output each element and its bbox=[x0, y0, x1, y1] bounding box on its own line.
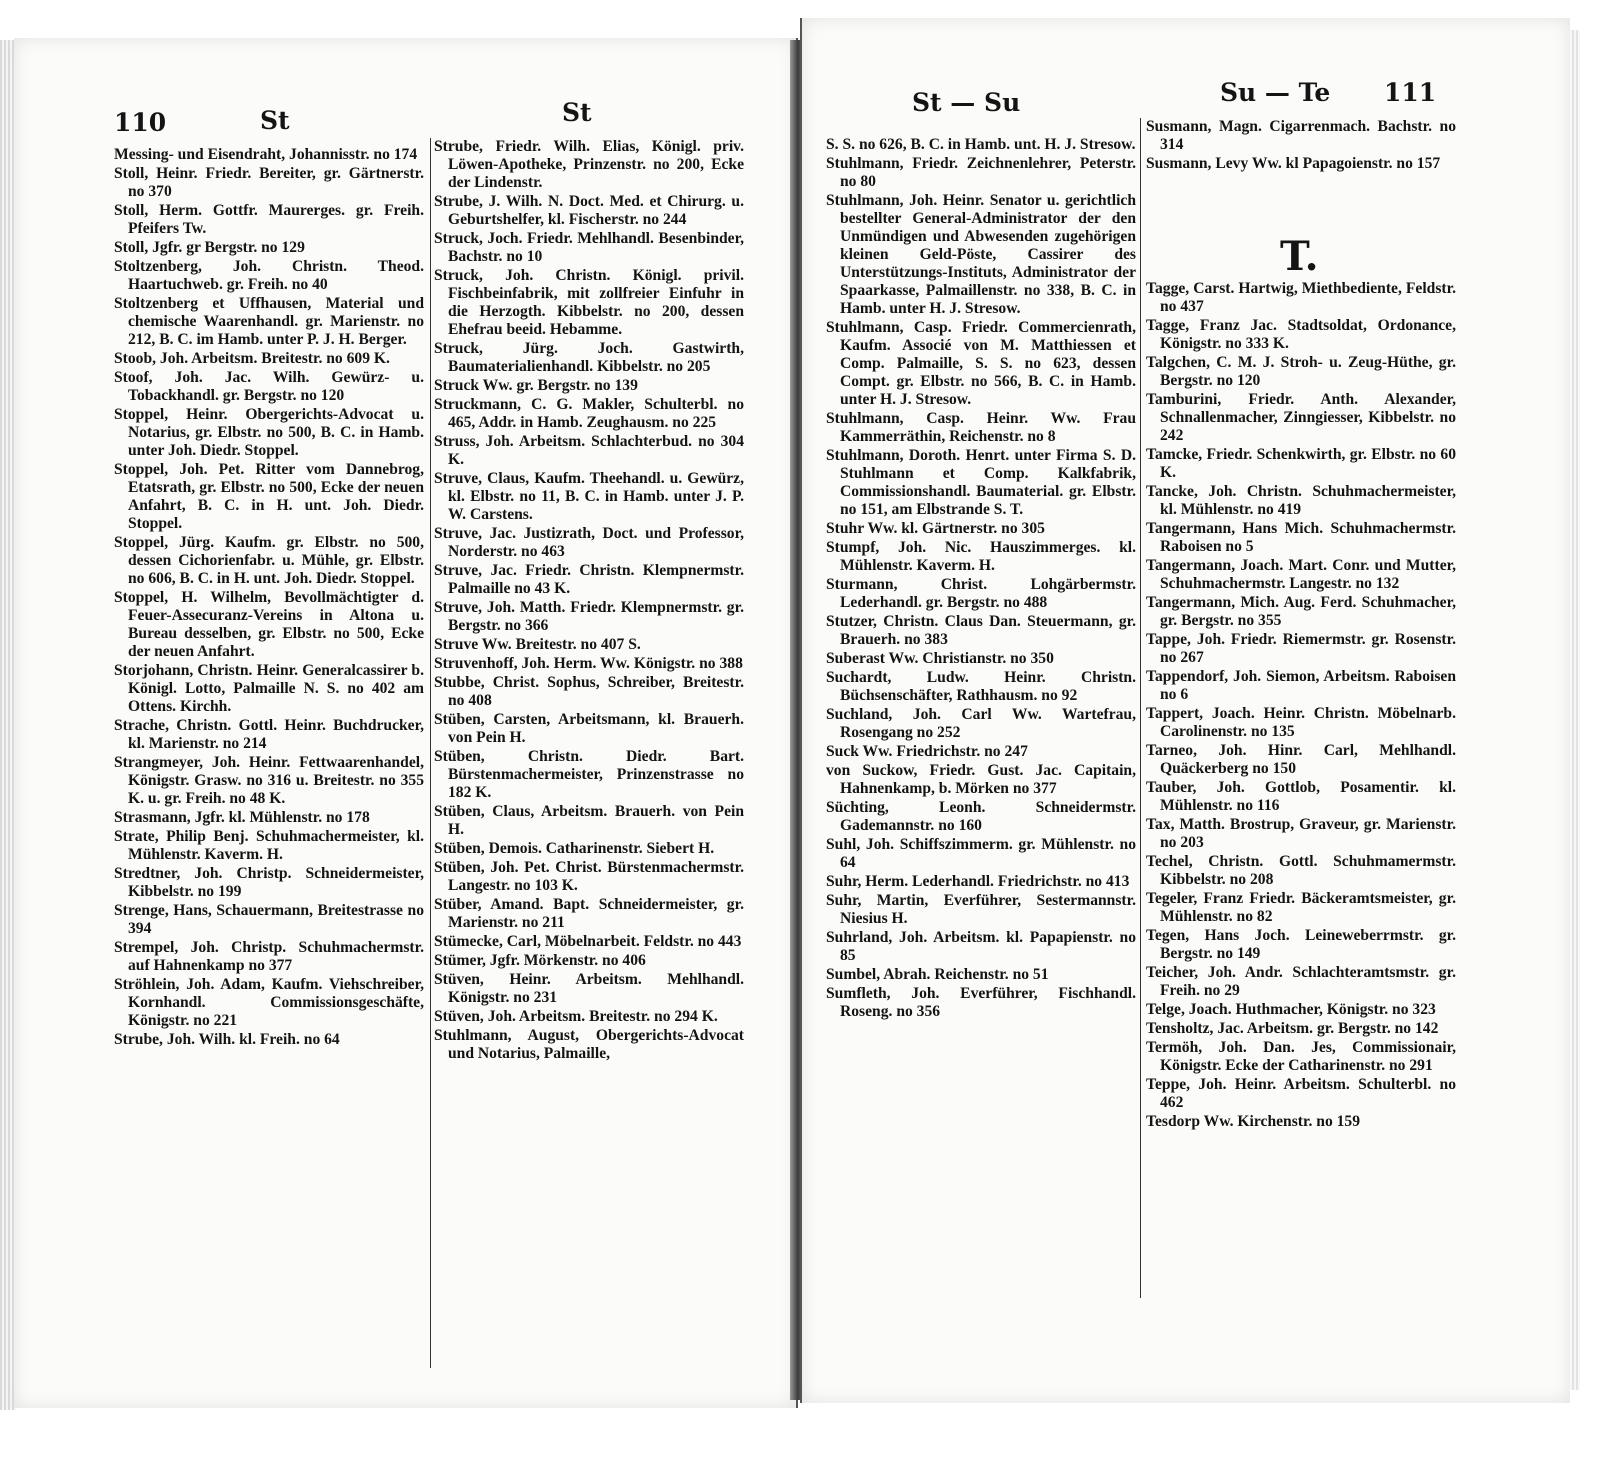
directory-entry: Stüben, Carsten, Arbeitsmann, kl. Brauerh. von Pein H. bbox=[434, 711, 744, 746]
directory-entry: Struckmann, C. G. Makler, Schulterbl. no 465, Addr. in Hamb. Zeughausm. no 225 bbox=[434, 396, 744, 431]
directory-entry: Stuhlmann, Friedr. Zeichnenlehrer, Peterstr. no 80 bbox=[826, 155, 1136, 190]
directory-entry: Storjohann, Christn. Heinr. Generalcassirer b. Königl. Lotto, Palmaille N. S. no 402 am Ottens. Kirchh. bbox=[114, 662, 424, 715]
directory-entry: Stoppel, Heinr. Obergerichts-Advocat u. Notarius, gr. Elbstr. no 500, B. C. in Hamb. unter Joh. Diedr. Stoppel. bbox=[114, 406, 424, 459]
directory-entry: Tegeler, Franz Friedr. Bäckeramtsmeister, gr. Mühlenstr. no 82 bbox=[1146, 890, 1456, 925]
directory-entry: Stoppel, H. Wilhelm, Bevollmächtigter d. Feuer-Assecuranz-Vereins in Altona u. Bureau desselben, gr. Elbstr. no 500, Ecke der neuen Anfahrt. bbox=[114, 589, 424, 660]
directory-entry: Stoll, Herm. Gottfr. Maurerges. gr. Freih. Pfeifers Tw. bbox=[114, 202, 424, 237]
directory-entry: Suhrland, Joh. Arbeitsm. kl. Papapienstr. no 85 bbox=[826, 929, 1136, 964]
directory-entry: Stubbe, Christ. Sophus, Schreiber, Breitestr. no 408 bbox=[434, 674, 744, 709]
directory-entry: Struve, Jac. Friedr. Christn. Klempnermstr. Palmaille no 43 K. bbox=[434, 562, 744, 597]
directory-entry: Stüber, Amand. Bapt. Schneidermeister, gr. Marienstr. no 211 bbox=[434, 896, 744, 931]
directory-entry: Stoppel, Jürg. Kaufm. gr. Elbstr. no 500, dessen Cichorienfabr. u. Mühle, gr. Elbstr. no 606, B. C. in H. unt. Joh. Diedr. Stoppel. bbox=[114, 534, 424, 587]
left-page bbox=[14, 38, 798, 1408]
page-number-left: 110 bbox=[114, 108, 167, 137]
directory-entry: Stoltzenberg et Uffhausen, Material und chemische Waarenhandl. gr. Marienstr. no 212, B. C. im Hamb. unter P. J. H. Berger. bbox=[114, 295, 424, 348]
directory-entry: Suck Ww. Friedrichstr. no 247 bbox=[826, 743, 1028, 760]
column-divider-right bbox=[1140, 118, 1141, 1298]
directory-entry: Tancke, Joh. Christn. Schuhmachermeister, kl. Mühlenstr. no 419 bbox=[1146, 483, 1456, 518]
directory-entry: Susmann, Levy Ww. kl Papagoienstr. no 157 bbox=[1146, 155, 1441, 172]
directory-entry: Stüven, Heinr. Arbeitsm. Mehlhandl. Königstr. no 231 bbox=[434, 971, 744, 1006]
directory-entry: Stoltzenberg, Joh. Christn. Theod. Haartuchweb. gr. Freih. no 40 bbox=[114, 258, 424, 293]
directory-entry: Tesdorp Ww. Kirchenstr. no 159 bbox=[1146, 1113, 1361, 1130]
right-column-2 bbox=[1146, 280, 1458, 1340]
directory-entry: Tauber, Joh. Gottlob, Posamentir. kl. Mühlenstr. no 116 bbox=[1146, 779, 1456, 814]
directory-entry: Stoll, Heinr. Friedr. Bereiter, gr. Gärtnerstr. no 370 bbox=[114, 165, 424, 200]
directory-entry: Tax, Matth. Brostrup, Graveur, gr. Marienstr. no 203 bbox=[1146, 816, 1456, 851]
directory-entry: Stoll, Jgfr. gr Bergstr. no 129 bbox=[114, 239, 305, 256]
directory-entry: Suchland, Joh. Carl Ww. Wartefrau, Rosengang no 252 bbox=[826, 706, 1136, 741]
directory-entry: Struvenhoff, Joh. Herm. Ww. Königstr. no 388 bbox=[434, 655, 743, 672]
directory-entry: Sumfleth, Joh. Everführer, Fischhandl. Roseng. no 356 bbox=[826, 985, 1136, 1020]
directory-entry: Telge, Joach. Huthmacher, Königstr. no 323 bbox=[1146, 1001, 1436, 1018]
directory-entry: Strempel, Joh. Christp. Schuhmachermstr. auf Hahnenkamp no 377 bbox=[114, 939, 424, 974]
directory-entry: Stümer, Jgfr. Mörkenstr. no 406 bbox=[434, 952, 646, 969]
section-letter-T: T. bbox=[1280, 233, 1319, 280]
directory-entry: Stumpf, Joh. Nic. Hauszimmerges. kl. Mühlenstr. Kaverm. H. bbox=[826, 539, 1136, 574]
directory-entry: Tagge, Franz Jac. Stadtsoldat, Ordonance, Königstr. no 333 K. bbox=[1146, 317, 1456, 352]
directory-entry: Stuhlmann, Doroth. Henrt. unter Firma S. D. Stuhlmann et Comp. Kalkfabrik, Commissionshandl. Baumaterial. gr. Elbstr. no 151, am Elbstrande S. T. bbox=[826, 447, 1136, 518]
directory-entry: Stoof, Joh. Jac. Wilh. Gewürz- u. Tobackhandl. gr. Bergstr. no 120 bbox=[114, 369, 424, 404]
right-page bbox=[800, 18, 1570, 1403]
directory-entry: Suhr, Martin, Everführer, Sestermannstr. Niesius H. bbox=[826, 892, 1136, 927]
directory-entry: Stuhlmann, August, Obergerichts-Advocat und Notarius, Palmaille, bbox=[434, 1027, 744, 1062]
left-column-2 bbox=[434, 138, 758, 1378]
directory-entry: Suchardt, Ludw. Heinr. Christn. Büchsenschäfter, Rathhausm. no 92 bbox=[826, 669, 1136, 704]
directory-entry: Suhl, Joh. Schiffszimmerm. gr. Mühlenstr. no 64 bbox=[826, 836, 1136, 871]
directory-entry: Stredtner, Joh. Christp. Schneidermeister, Kibbelstr. no 199 bbox=[114, 865, 424, 900]
directory-entry: Struck, Jürg. Joch. Gastwirth, Baumaterialienhandl. Kibbelstr. no 205 bbox=[434, 340, 744, 375]
directory-entry: Tagge, Carst. Hartwig, Miethbediente, Feldstr. no 437 bbox=[1146, 280, 1456, 315]
directory-entry: Stüben, Joh. Pet. Christ. Bürstenmachermstr. Langestr. no 103 K. bbox=[434, 859, 744, 894]
right-column-1 bbox=[826, 136, 1138, 1376]
directory-entry: Süchting, Leonh. Schneidermstr. Gademannstr. no 160 bbox=[826, 799, 1136, 834]
right-column-2-top bbox=[1146, 118, 1458, 198]
directory-entry: Struck, Joch. Friedr. Mehlhandl. Besenbinder, Bachstr. no 10 bbox=[434, 230, 744, 265]
directory-entry: Tangermann, Mich. Aug. Ferd. Schuhmacher, gr. Bergstr. no 355 bbox=[1146, 594, 1456, 629]
directory-entry: Stüben, Christn. Diedr. Bart. Bürstenmachermeister, Prinzenstrasse no 182 K. bbox=[434, 748, 744, 801]
directory-entry: Tangermann, Joach. Mart. Conr. und Mutter, Schuhmachermstr. Langestr. no 132 bbox=[1146, 557, 1456, 592]
directory-entry: Stuhlmann, Joh. Heinr. Senator u. gerichtlich bestellter General-Administrator der den Unmündigen und Abwesenden zugehörigen kleinen Geld-Pöste, Cassirer des Unterstützungs-Instituts, Administrator der Spaarkasse, Palmaillenstr. no 338, B. C. in Hamb. unter H. J. Stresow. bbox=[826, 192, 1136, 317]
directory-entry: Stüven, Joh. Arbeitsm. Breitestr. no 294 K. bbox=[434, 1008, 718, 1025]
directory-entry: Suhr, Herm. Lederhandl. Friedrichstr. no 413 bbox=[826, 873, 1130, 890]
directory-entry: Tappe, Joh. Friedr. Riemermstr. gr. Rosenstr. no 267 bbox=[1146, 631, 1456, 666]
directory-entry: Messing- und Eisendraht, Johannisstr. no 174 bbox=[114, 146, 418, 163]
directory-entry: Tappert, Joach. Heinr. Christn. Möbelnarb. Carolinenstr. no 135 bbox=[1146, 705, 1456, 740]
directory-entry: Tangermann, Hans Mich. Schuhmachermstr. Raboisen no 5 bbox=[1146, 520, 1456, 555]
directory-entry: Tamburini, Friedr. Anth. Alexander, Schnallenmacher, Zinngiesser, Kibbelstr. no 242 bbox=[1146, 391, 1456, 444]
directory-entry: Stuhlmann, Casp. Heinr. Ww. Frau Kammerräthin, Reichenstr. no 8 bbox=[826, 410, 1136, 445]
directory-entry: Struck, Joh. Christn. Königl. privil. Fischbeinfabrik, mit zollfreier Einfuhr in die Herzogth. Kibbelstr. no 200, dessen Ehefrau beeid. Hebamme. bbox=[434, 267, 744, 338]
directory-entry: Stutzer, Christn. Claus Dan. Steuermann, gr. Brauerh. no 383 bbox=[826, 613, 1136, 648]
directory-entry: Teppe, Joh. Heinr. Arbeitsm. Schulterbl. no 462 bbox=[1146, 1076, 1456, 1111]
directory-entry: Techel, Christn. Gottl. Schuhmamermstr. Kibbelstr. no 208 bbox=[1146, 853, 1456, 888]
directory-entry: Susmann, Magn. Cigarrenmach. Bachstr. no 314 bbox=[1146, 118, 1456, 153]
directory-entry: von Suckow, Friedr. Gust. Jac. Capitain, Hahnenkamp, b. Mörken no 377 bbox=[826, 762, 1136, 797]
directory-entry: Strache, Christn. Gottl. Heinr. Buchdrucker, kl. Marienstr. no 214 bbox=[114, 717, 424, 752]
directory-entry: Tensholtz, Jac. Arbeitsm. gr. Bergstr. no 142 bbox=[1146, 1020, 1439, 1037]
directory-entry: Struve, Claus, Kaufm. Theehandl. u. Gewürz, kl. Elbstr. no 11, B. C. in Hamb. unter J. P. W. Carstens. bbox=[434, 470, 744, 523]
directory-entry: Teicher, Joh. Andr. Schlachteramtsmstr. gr. Freih. no 29 bbox=[1146, 964, 1456, 999]
directory-entry: Strube, Friedr. Wilh. Elias, Königl. priv. Löwen-Apotheke, Prinzenstr. no 200, Ecke der Lindenstr. bbox=[434, 138, 744, 191]
page-number-right: 111 bbox=[1384, 78, 1437, 107]
directory-entry: Stoob, Joh. Arbeitsm. Breitestr. no 609 K. bbox=[114, 350, 390, 367]
directory-entry: Stoppel, Joh. Pet. Ritter vom Dannebrog, Etatsrath, gr. Elbstr. no 500, Ecke der neuen Anfahrt, B. C. in H. unt. Joh. Diedr. Stoppel. bbox=[114, 461, 424, 532]
directory-entry: Talgchen, C. M. J. Stroh- u. Zeug-Hüthe, gr. Bergstr. no 120 bbox=[1146, 354, 1456, 389]
directory-entry: Tegen, Hans Joch. Leineweberrmstr. gr. Bergstr. no 149 bbox=[1146, 927, 1456, 962]
directory-entry: Sumbel, Abrah. Reichenstr. no 51 bbox=[826, 966, 1049, 983]
directory-entry: Suberast Ww. Christianstr. no 350 bbox=[826, 650, 1054, 667]
column-header-right-1: St — Su bbox=[912, 88, 1021, 117]
directory-entry: Tarneo, Joh. Hinr. Carl, Mehlhandl. Quäckerberg no 150 bbox=[1146, 742, 1456, 777]
directory-entry: Strube, Joh. Wilh. kl. Freih. no 64 bbox=[114, 1031, 340, 1048]
directory-entry: Stüben, Claus, Arbeitsm. Brauerh. von Pein H. bbox=[434, 803, 744, 838]
directory-entry: Tamcke, Friedr. Schenkwirth, gr. Elbstr. no 60 K. bbox=[1146, 446, 1456, 481]
directory-entry: Termöh, Joh. Dan. Jes, Commissionair, Königstr. Ecke der Catharinenstr. no 291 bbox=[1146, 1039, 1456, 1074]
directory-entry: Stümecke, Carl, Möbelnarbeit. Feldstr. no 443 bbox=[434, 933, 742, 950]
directory-entry: Struve, Jac. Justizrath, Doct. und Professor, Norderstr. no 463 bbox=[434, 525, 744, 560]
directory-entry: Stuhr Ww. kl. Gärtnerstr. no 305 bbox=[826, 520, 1045, 537]
directory-entry: Strangmeyer, Joh. Heinr. Fettwaarenhandel, Königstr. Grasw. no 316 u. Breitestr. no 355 K. u. gr. Freih. no 48 K. bbox=[114, 754, 424, 807]
directory-entry: Stuhlmann, Casp. Friedr. Commercienrath, Kaufm. Associé von M. Matthiessen et Comp. Palmaille, S. S. no 623, dessen Compt. gr. Elbstr. no 566, B. C. in Hamb. unter H. J. Stresow. bbox=[826, 319, 1136, 408]
directory-entry: Struve, Joh. Matth. Friedr. Klempnermstr. gr. Bergstr. no 366 bbox=[434, 599, 744, 634]
directory-entry: Strube, J. Wilh. N. Doct. Med. et Chirurg. u. Geburtshelfer, kl. Fischerstr. no 244 bbox=[434, 193, 744, 228]
directory-entry: Strasmann, Jgfr. kl. Mühlenstr. no 178 bbox=[114, 809, 370, 826]
directory-entry: Struck Ww. gr. Bergstr. no 139 bbox=[434, 377, 638, 394]
directory-entry: Tappendorf, Joh. Siemon, Arbeitsm. Raboisen no 6 bbox=[1146, 668, 1456, 703]
left-column-1 bbox=[114, 146, 426, 1386]
directory-entry: Sturmann, Christ. Lohgärbermstr. Lederhandl. gr. Bergstr. no 488 bbox=[826, 576, 1136, 611]
directory-entry: Strenge, Hans, Schauermann, Breitestrasse no 394 bbox=[114, 902, 424, 937]
column-header-left-1: St bbox=[260, 106, 290, 135]
directory-entry: Stüben, Demois. Catharinenstr. Siebert H. bbox=[434, 840, 715, 857]
directory-entry: Struve Ww. Breitestr. no 407 S. bbox=[434, 636, 641, 653]
directory-entry: Ströhlein, Joh. Adam, Kaufm. Viehschreiber, Kornhandl. Commissionsgeschäfte, Königstr. no 221 bbox=[114, 976, 424, 1029]
column-header-right-2: Su — Te bbox=[1220, 78, 1331, 107]
column-divider-left bbox=[430, 138, 431, 1368]
directory-entry: S. S. no 626, B. C. in Hamb. unt. H. J. Stresow. bbox=[826, 136, 1136, 153]
column-header-left-2: St bbox=[562, 98, 592, 127]
directory-entry: Strate, Philip Benj. Schuhmachermeister, kl. Mühlenstr. Kaverm. H. bbox=[114, 828, 424, 863]
directory-entry: Struss, Joh. Arbeitsm. Schlachterbud. no 304 K. bbox=[434, 433, 744, 468]
